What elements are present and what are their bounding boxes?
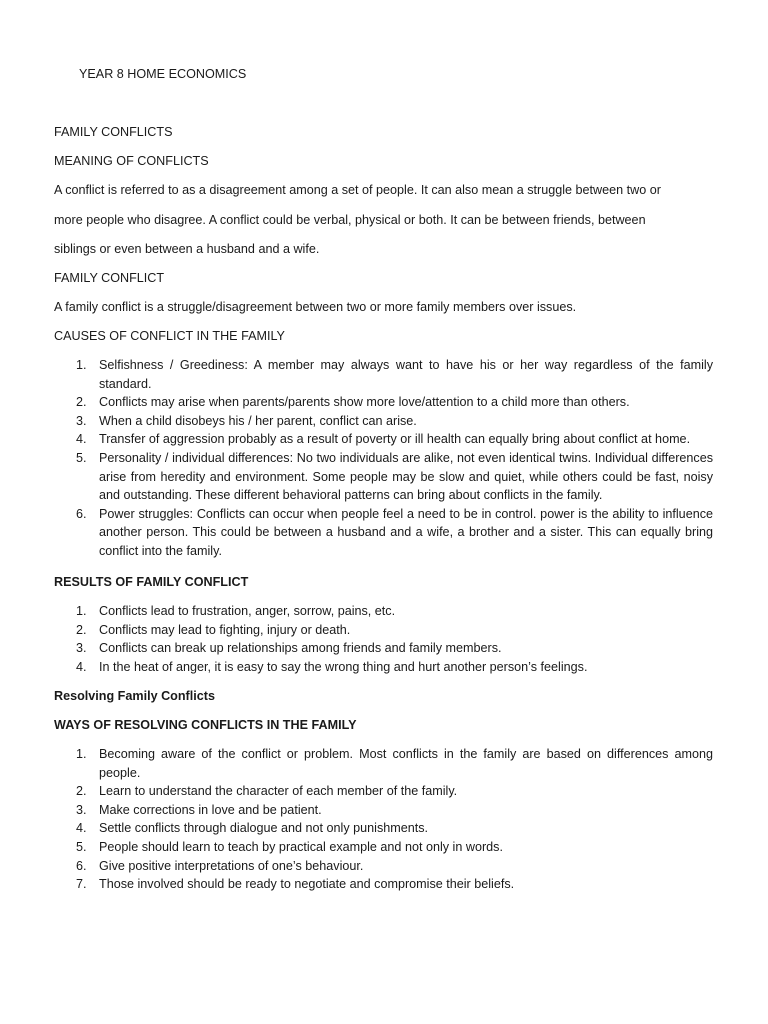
- family-conflict-heading: FAMILY CONFLICT: [54, 271, 165, 285]
- list-item: Conflicts may lead to fighting, injury or death.: [99, 622, 351, 637]
- list-item: Give positive interpretations of one’s behaviour.: [99, 858, 364, 873]
- document-title: FAMILY CONFLICTS: [54, 125, 173, 139]
- document-header: YEAR 8 HOME ECONOMICS: [79, 67, 247, 81]
- list-item: Settle conflicts through dialogue and not only punishments.: [99, 821, 429, 836]
- list-item: Make corrections in love and be patient.: [99, 802, 322, 817]
- causes-list: [54, 356, 713, 561]
- meaning-line: more people who disagree. A conflict could be verbal, physical or both. It can be between friends, between: [54, 213, 646, 227]
- results-list: [54, 602, 713, 676]
- list-item: People should learn to teach by practical example and not only in words.: [99, 839, 503, 854]
- family-conflict-text: A family conflict is a struggle/disagreement between two or more family members over issues.: [54, 300, 577, 314]
- causes-heading: CAUSES OF CONFLICT IN THE FAMILY: [54, 329, 285, 343]
- list-item: Personality / individual differences: No two individuals are alike, not even identical twins. Individual differences arise from heredity and environment. Some people may be slow and quiet, while others could be fast, noisy and outstanding. These different behavioral patterns can bring about conflicts in the family.: [99, 450, 713, 503]
- list-item: In the heat of anger, it is easy to say the wrong thing and hurt another person’s feelings.: [99, 659, 588, 674]
- list-item: Conflicts lead to frustration, anger, sorrow, pains, etc.: [99, 604, 396, 618]
- list-item: When a child disobeys his / her parent, conflict can arise.: [99, 413, 417, 428]
- list-item: Becoming aware of the conflict or problem. Most conflicts in the family are based on differences among people.: [99, 747, 713, 780]
- list-item: Transfer of aggression probably as a result of poverty or ill health can equally bring about conflict at home.: [99, 432, 691, 447]
- meaning-line: A conflict is referred to as a disagreement among a set of people. It can also mean a struggle between two or: [54, 183, 661, 197]
- ways-list: [54, 745, 713, 894]
- list-item: Learn to understand the character of each member of the family.: [99, 784, 458, 799]
- list-item: Conflicts may arise when parents/parents show more love/attention to a child more than others.: [99, 395, 630, 410]
- list-item: Conflicts can break up relationships among friends and family members.: [99, 641, 502, 656]
- results-heading: RESULTS OF FAMILY CONFLICT: [54, 575, 249, 589]
- ways-heading: WAYS OF RESOLVING CONFLICTS IN THE FAMILY: [54, 718, 357, 732]
- resolving-heading: Resolving Family Conflicts: [54, 689, 215, 703]
- list-item: Power struggles: Conflicts can occur when people feel a need to be in control. power is the ability to influence another person. This could be between a husband and a wife, a brother and a sister. This can equally bring conflict into the family.: [99, 506, 713, 558]
- meaning-heading: MEANING OF CONFLICTS: [54, 154, 209, 168]
- list-item: Those involved should be ready to negotiate and compromise their beliefs.: [99, 877, 515, 892]
- meaning-line: siblings or even between a husband and a wife.: [54, 242, 320, 256]
- list-item: Selfishness / Greediness: A member may always want to have his or her way regardless of the family standard.: [99, 358, 713, 391]
